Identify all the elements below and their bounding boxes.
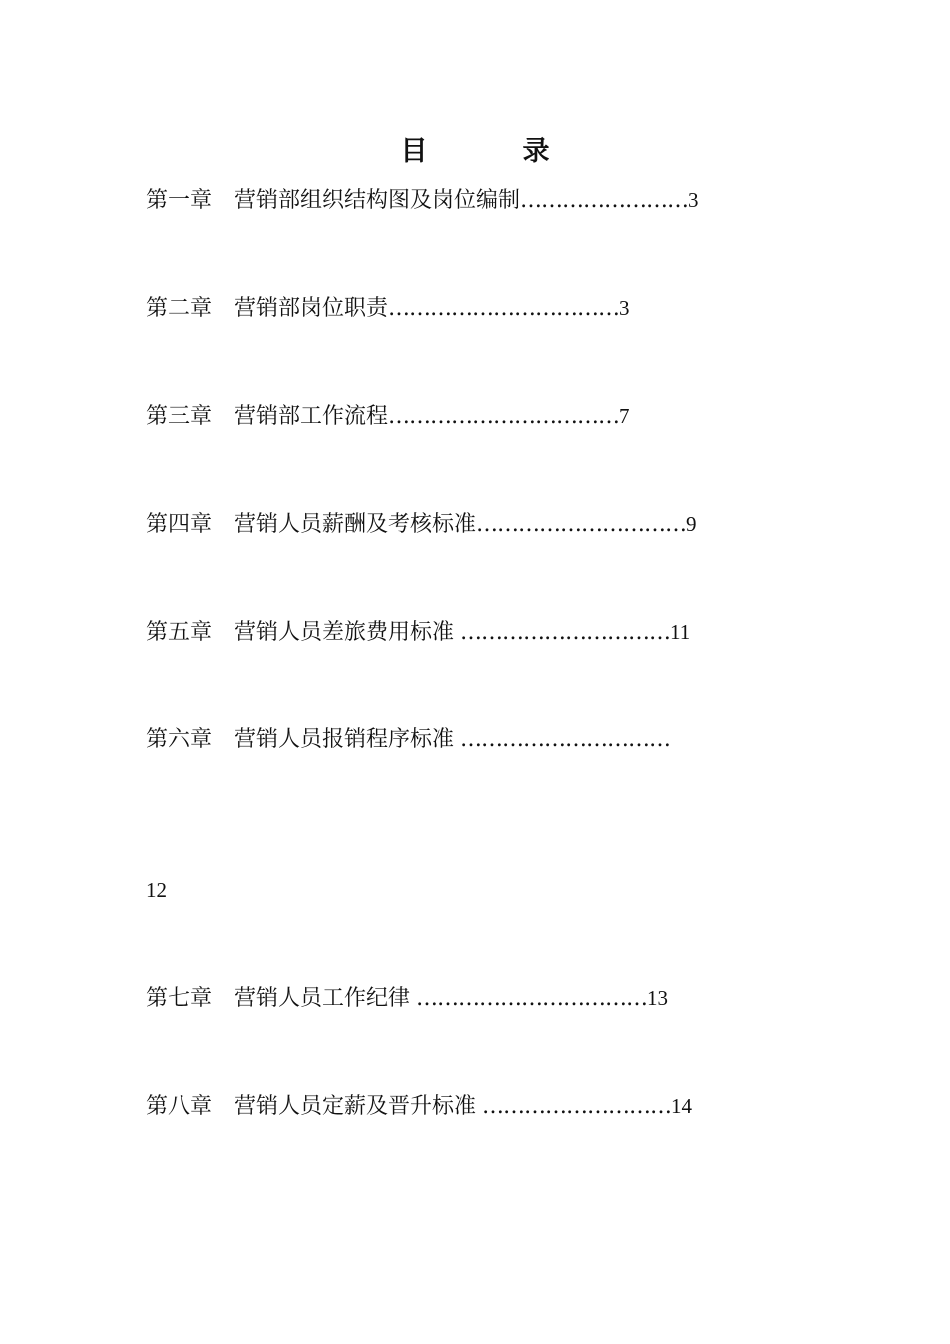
toc-leader-dots: …………………………… [410, 986, 648, 1011]
toc-leader-dots: ……………………… [476, 1094, 672, 1119]
toc-page-number: 3 [688, 188, 699, 212]
toc-leader-dots: …………………………… [388, 296, 620, 321]
toc-chapter: 第四章 [146, 512, 213, 537]
toc-page-number: 3 [619, 296, 630, 320]
toc-chapter: 第一章 [146, 188, 213, 213]
toc-entry-6 [146, 724, 670, 756]
toc-chapter: 第二章 [146, 296, 213, 321]
toc-entry-5 [146, 616, 690, 649]
toc-chapter: 第八章 [146, 1094, 213, 1119]
toc-leader-dots: ………………………… [454, 727, 671, 752]
toc-entry-3 [146, 400, 630, 433]
toc-leader-dots: …………………… [520, 188, 689, 213]
toc-entry-1 [146, 184, 699, 217]
toc-page-number: 14 [671, 1094, 693, 1118]
toc-page-number: 11 [670, 620, 691, 644]
toc-entry-title: 营销部工作流程 [234, 404, 389, 429]
toc-title: 目 录 [400, 136, 584, 167]
toc-entry-title: 营销人员工作纪律 [234, 986, 411, 1011]
toc-entry-title: 营销人员报销程序标准 [234, 727, 455, 752]
toc-page-number: 7 [619, 404, 630, 428]
toc-entry-2 [146, 292, 630, 325]
toc-leader-dots: ………………………… [454, 620, 671, 645]
toc-entry-4 [146, 508, 697, 541]
toc-wrapped-page-number: 12 [146, 878, 167, 902]
toc-entry-title: 营销人员差旅费用标准 [234, 620, 455, 645]
toc-entry-title: 营销人员薪酬及考核标准 [234, 512, 477, 537]
toc-page-number: 9 [686, 512, 697, 536]
toc-entry-7 [146, 982, 668, 1015]
toc-leader-dots: …………………………… [388, 404, 620, 429]
toc-entry-title: 营销人员定薪及晋升标准 [234, 1094, 477, 1119]
toc-page-number: 13 [647, 986, 669, 1010]
toc-entry-title: 营销部岗位职责 [234, 296, 389, 321]
toc-chapter: 第五章 [146, 620, 213, 645]
toc-chapter: 第六章 [146, 727, 213, 752]
toc-entry-title: 营销部组织结构图及岗位编制 [234, 188, 521, 213]
toc-chapter: 第七章 [146, 986, 213, 1011]
toc-entry-8 [146, 1090, 692, 1123]
toc-leader-dots: ………………………… [476, 512, 687, 537]
toc-chapter: 第三章 [146, 404, 213, 429]
